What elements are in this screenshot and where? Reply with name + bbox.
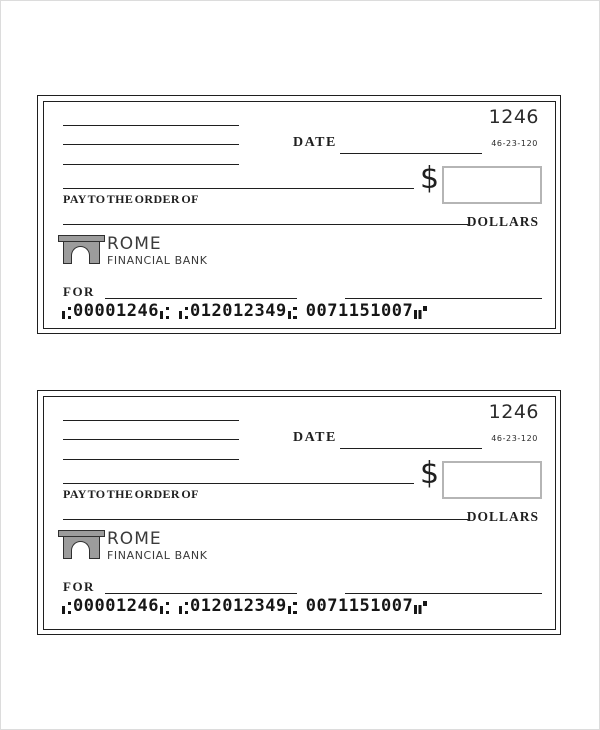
dollars-label: DOLLARS xyxy=(466,509,539,524)
date-field[interactable] xyxy=(340,448,482,449)
amount-words-field[interactable] xyxy=(63,224,468,225)
blank-check-1 xyxy=(37,95,561,334)
bank-fraction-number: 46-23-120 xyxy=(491,138,538,148)
micr-transit-symbol xyxy=(62,601,72,614)
bank-name: ROME xyxy=(107,234,162,254)
name-line[interactable] xyxy=(63,125,239,126)
bank-subtitle: FINANCIAL BANK xyxy=(107,548,208,562)
pay-to-the-order-of-label: PAY TO THE ORDER OF xyxy=(63,486,199,501)
micr-onus-symbol xyxy=(414,601,427,614)
address-line-1[interactable] xyxy=(63,439,239,440)
date-label: DATE xyxy=(293,430,337,445)
address-line-2[interactable] xyxy=(63,164,239,165)
signature-field[interactable] xyxy=(345,298,542,299)
dollar-sign: $ xyxy=(420,456,440,491)
date-label: DATE xyxy=(293,135,337,150)
bank-fraction-number: 46-23-120 xyxy=(491,433,538,443)
payee-field[interactable] xyxy=(63,483,414,484)
bank-subtitle: FINANCIAL BANK xyxy=(107,253,208,267)
amount-words-field[interactable] xyxy=(63,519,468,520)
amount-box[interactable] xyxy=(442,166,542,204)
pay-to-the-order-of-label: PAY TO THE ORDER OF xyxy=(63,191,199,206)
check-number: 1246 xyxy=(488,401,539,423)
address-line-1[interactable] xyxy=(63,144,239,145)
for-label: FOR xyxy=(63,578,95,594)
arch-opening xyxy=(71,246,90,264)
memo-field[interactable] xyxy=(105,298,297,299)
payee-field[interactable] xyxy=(63,188,414,189)
amount-box[interactable] xyxy=(442,461,542,499)
micr-transit-symbol xyxy=(62,306,72,319)
bank-name: ROME xyxy=(107,529,162,549)
memo-field[interactable] xyxy=(105,593,297,594)
micr-onus-symbol xyxy=(414,306,427,319)
bank-logo-arch-body xyxy=(63,241,100,264)
blank-check-2 xyxy=(37,390,561,635)
address-line-2[interactable] xyxy=(63,459,239,460)
name-line[interactable] xyxy=(63,420,239,421)
micr-transit-symbol xyxy=(288,601,298,614)
arch-opening xyxy=(71,541,90,559)
micr-transit-symbol xyxy=(288,306,298,319)
for-label: FOR xyxy=(63,283,95,299)
signature-field[interactable] xyxy=(345,593,542,594)
micr-transit-symbol xyxy=(160,306,170,319)
micr-transit-symbol xyxy=(179,306,189,319)
micr-transit-symbol xyxy=(160,601,170,614)
bank-logo-arch-body xyxy=(63,536,100,559)
micr-transit-symbol xyxy=(179,601,189,614)
date-field[interactable] xyxy=(340,153,482,154)
dollars-label: DOLLARS xyxy=(466,214,539,229)
micr-line: 0 0 0 0 1 2 4 6 0 1 2 0 1 2 3 4 9 0 0 7 1 1 5 1 0 0 7 xyxy=(61,597,427,614)
micr-line: 0 0 0 0 1 2 4 6 0 1 2 0 1 2 3 4 9 0 0 7 1 1 5 1 0 0 7 xyxy=(61,302,427,319)
dollar-sign: $ xyxy=(420,161,440,196)
check-number: 1246 xyxy=(488,106,539,128)
